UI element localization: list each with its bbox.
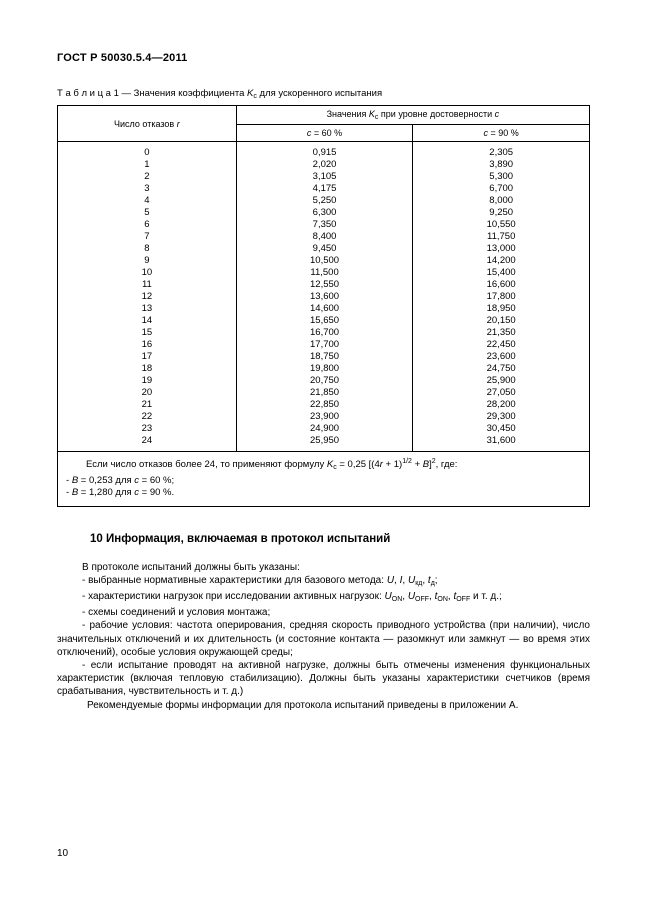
table-row <box>58 279 590 291</box>
table-cell: 11,750 <box>413 231 590 243</box>
table-cell: 12 <box>141 291 153 302</box>
note-b90: - B = 1,280 для с = 90 %. <box>66 487 175 498</box>
table-cell: 23,600 <box>413 351 590 363</box>
table-note <box>58 452 590 507</box>
table-cell: 14 <box>141 315 153 326</box>
table-cell: 5 <box>144 207 150 218</box>
table-cell: 8,000 <box>413 195 590 207</box>
table-cell: 29,300 <box>413 411 590 423</box>
table-cell: 9,250 <box>413 207 590 219</box>
table-row <box>58 207 590 219</box>
table-cell: 15 <box>141 327 153 338</box>
table-cell: 2,020 <box>236 159 413 171</box>
table-cell: 30,450 <box>413 423 590 435</box>
table-cell: 6,300 <box>236 207 413 219</box>
table-cell: 22,850 <box>236 399 413 411</box>
table-row <box>58 255 590 267</box>
table-cell: 0 <box>144 147 150 158</box>
table-cell: 18 <box>141 363 153 374</box>
table-cell: 21,350 <box>413 327 590 339</box>
table-cell: 19,800 <box>236 363 413 375</box>
table-body <box>58 142 590 452</box>
table-cell: 20,750 <box>236 375 413 387</box>
table-cell: 27,050 <box>413 387 590 399</box>
table-cell: 3 <box>144 183 150 194</box>
table-row <box>58 171 590 183</box>
table-caption: Т а б л и ц а 1 — Значения коэффициента $K_с$ для ускоренного испытания <box>57 88 383 100</box>
paragraph: - если испытание проводят на активной нагрузке, должны быть отмечены изменения функциональных характеристик (включая тепловую стабилизацию). Должны быть указаны характеристики счетчиков (время срабатывания, чувствительность и т. д.) <box>57 659 590 698</box>
paragraph: - характеристики нагрузок при исследовании активных нагрузок: $U_{ON}$, $U_{OFF}$, $t_{ON}$, $t_{OFF}$ и т. д.; <box>82 590 502 603</box>
table-header-row-1 <box>58 106 590 125</box>
table-row <box>58 142 590 160</box>
paragraph: В протоколе испытаний должны быть указаны: <box>82 561 300 573</box>
table-row <box>58 183 590 195</box>
table-cell: 3,105 <box>236 171 413 183</box>
table-cell: 8 <box>144 243 150 254</box>
column-header-failures: Число отказов r <box>58 106 237 142</box>
table-cell: 20 <box>141 387 153 398</box>
table-row <box>58 327 590 339</box>
table-row <box>58 159 590 171</box>
table-cell: 7,350 <box>236 219 413 231</box>
table-row <box>58 423 590 435</box>
table-cell: 10 <box>141 267 153 278</box>
table-cell: 2,305 <box>413 142 590 160</box>
table-row <box>58 195 590 207</box>
table-cell: 8,400 <box>236 231 413 243</box>
table-cell: 17 <box>141 351 153 362</box>
document-page <box>57 52 590 712</box>
table-cell: 14,600 <box>236 303 413 315</box>
note-b60: - B = 0,253 для с = 60 %; <box>66 474 175 486</box>
table-cell: 25,950 <box>236 435 413 452</box>
table-cell: 13,000 <box>413 243 590 255</box>
table-row <box>58 315 590 327</box>
table-cell: 9 <box>144 255 150 266</box>
table-cell: 24,900 <box>236 423 413 435</box>
table-cell: 17,800 <box>413 291 590 303</box>
paragraph: - схемы соединений и условия монтажа; <box>82 607 271 619</box>
table-cell: 18,950 <box>413 303 590 315</box>
table-cell: 13 <box>141 303 153 314</box>
table-row <box>58 291 590 303</box>
note-formula: Если число отказов более 24, то применяют формулу $K_с = 0,25$ $[(4r + 1)^{1/2} + B]^2$, где: <box>86 458 458 471</box>
paragraph: Рекомендуемые формы информации для протокола испытаний приведены в приложении А. <box>87 699 519 711</box>
table-cell: 11,500 <box>236 267 413 279</box>
table-cell: 28,200 <box>413 399 590 411</box>
table-cell: 15,650 <box>236 315 413 327</box>
table-foot <box>58 452 590 507</box>
table-row <box>58 231 590 243</box>
table-row <box>58 219 590 231</box>
table-cell: 21 <box>141 399 153 410</box>
paragraph: - рабочие условия: частота оперирования, средняя скорость приводного устройства (при наличии), число значительных отключений и их длительность (и состояние контакта — разомкнут или замкнут — во время этих отключений), особые условия окружающей среды; <box>57 620 590 658</box>
column-header-values: Значения $K_с$ при уровне достоверности с <box>236 106 589 125</box>
table-row <box>58 399 590 411</box>
page-number: 10 <box>57 848 69 859</box>
table-cell: 23 <box>141 423 153 434</box>
table-cell: 12,550 <box>236 279 413 291</box>
table-row <box>58 243 590 255</box>
table-cell: 31,600 <box>413 435 590 452</box>
table-row <box>58 387 590 399</box>
table-row <box>58 363 590 375</box>
table-cell: 6 <box>144 219 150 230</box>
table-cell: 21,850 <box>236 387 413 399</box>
table-cell: 24,750 <box>413 363 590 375</box>
table-cell: 23,900 <box>236 411 413 423</box>
section-heading: 10 Информация, включаемая в протокол испытаний <box>90 532 391 545</box>
table-row <box>58 267 590 279</box>
table-cell: 14,200 <box>413 255 590 267</box>
column-header-c60: с = 60 % <box>236 125 413 142</box>
table-row <box>58 435 590 452</box>
table-cell: 2 <box>144 171 150 182</box>
table-cell: 10,500 <box>236 255 413 267</box>
table-cell: 1 <box>144 159 150 170</box>
table-cell: 20,150 <box>413 315 590 327</box>
table-cell: 4,175 <box>236 183 413 195</box>
table-cell: 3,890 <box>413 159 590 171</box>
table-row <box>58 351 590 363</box>
column-header-c90: с = 90 % <box>413 125 590 142</box>
table-cell: 7 <box>144 231 150 242</box>
section-body <box>57 561 590 712</box>
table-cell: 10,550 <box>413 219 590 231</box>
table-row <box>58 375 590 387</box>
table-cell: 25,900 <box>413 375 590 387</box>
table-cell: 16,600 <box>413 279 590 291</box>
table-row <box>58 303 590 315</box>
table-cell: 11 <box>141 279 152 290</box>
table-head <box>58 106 590 142</box>
table-cell: 4 <box>144 195 150 206</box>
table-cell: 19 <box>141 375 153 386</box>
table-cell: 18,750 <box>236 351 413 363</box>
table-cell: 16,700 <box>236 327 413 339</box>
table-cell: 24 <box>141 435 153 446</box>
table-cell: 17,700 <box>236 339 413 351</box>
coefficient-table <box>57 105 590 507</box>
table-cell: 13,600 <box>236 291 413 303</box>
table-cell: 0,915 <box>236 142 413 160</box>
table-cell: 5,250 <box>236 195 413 207</box>
table-cell: 22 <box>141 411 153 422</box>
table-row <box>58 411 590 423</box>
table-cell: 5,300 <box>413 171 590 183</box>
table-cell: 6,700 <box>413 183 590 195</box>
document-header: ГОСТ Р 50030.5.4—2011 <box>57 52 188 64</box>
table-cell: 22,450 <box>413 339 590 351</box>
table-row <box>58 339 590 351</box>
table-note-row <box>58 452 590 507</box>
table-cell: 9,450 <box>236 243 413 255</box>
table-cell: 16 <box>141 339 153 350</box>
table-cell: 15,400 <box>413 267 590 279</box>
paragraph: - выбранные нормативные характеристики для базового метода: U, I, $U_{кд}$, $t_д$; <box>82 574 438 587</box>
